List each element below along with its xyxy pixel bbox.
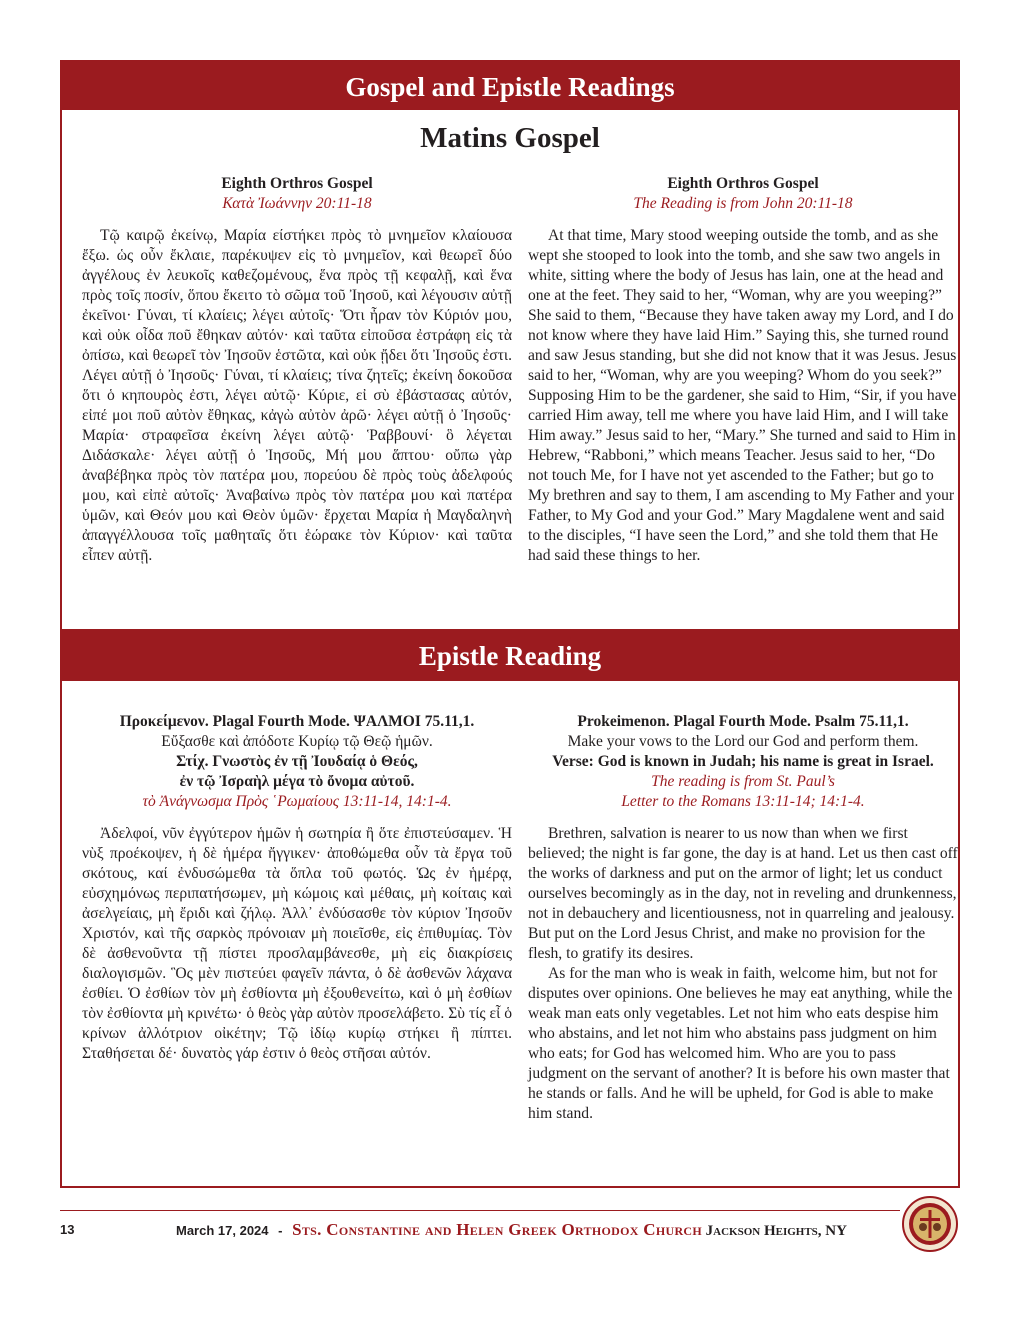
gospel-english-text bbox=[528, 226, 958, 566]
epistle-english-verse1: Make your vows to the Lord our God and perform them. bbox=[567, 733, 919, 750]
church-seal-icon bbox=[902, 1196, 958, 1252]
epistle-english-text bbox=[528, 824, 958, 1124]
footer-line bbox=[176, 1220, 847, 1240]
gospel-greek-reference: Κατὰ Ἰωάννην 20:11-18 bbox=[222, 195, 372, 212]
epistle-english-reference-1: The reading is from St. Paul’s bbox=[651, 773, 835, 790]
gospel-greek-paragraph: Τῷ καιρῷ ἐκείνῳ, Μαρία είστήκει πρὸς τὸ μνημεῖον κλαίουσα ἔξω. ὡς οὖν ἔκλαιε, παρέκυψεν εἰς τὸ μνημεῖον, καὶ θεωρεῖ δύο ἀγγέλους ἐν λευκοῖς καθεζομένους, ἕνα πρὸς τῇ κεφαλῇ, καὶ ἕνα πρὸς τοῖς ποσίν, ὅπου ἔκειτο τὸ σῶμα τοῦ Ἰησοῦ, καὶ λέγουσιν αὐτῇ ἐκεῖνοι· Γύναι, τί κλαίεις; λέγει αὐτοῖς· Ὅτι ἦραν τὸν Κύριόν μου, καὶ οὐκ οἶδα ποῦ ἔθηκαν αὐτόν· καὶ ταῦτα εἰποῦσα ἐστράφη εἰς τὰ ὀπίσω, καὶ θεωρεῖ τὸν Ἰησοῦν ἑστῶτα, καὶ οὐκ ᾔδει ὅτι Ἰησοῦς ἐστι. Λέγει αὐτῇ ὁ Ἰησοῦς· Γύναι, τί κλαίεις; τίνα ζητεῖς; ἐκείνη δοκοῦσα ὅτι ὁ κηπουρὸς ἐστι, λέγει αὐτῷ· Κύριε, εἰ σὺ ἐβάστασας αὐτόν, εἰπέ μοι ποῦ αὐτὸν ἔθηκας, κἀγὼ αὐτὸν ἀρῶ· λέγει αὐτῇ ὁ Ἰησοῦς· Μαρία· στραφεῖσα ἐκείνη λέγει αὐτῷ· Ῥαββουνί· ὃ λέγεται Διδάσκαλε· λέγει αὐτῇ ὁ Ἰησοῦς, Μή μου ἅπτου· οὔπω γὰρ ἀναβέβηκα πρὸς τὸν πατέρα μου, πορεύου δὲ πρὸς τοὺς ἀδελφούς μου, καὶ εἰπὲ αὐτοῖς· Ἀναβαίνω πρὸς τὸν πατέρα μου καὶ πατέρα ὑμῶν, καὶ Θεόν μου καὶ Θεὸν ὑμῶν· ἔρχεται Μαρία ἡ Μαγδαληνὴ ἀπαγγέλλουσα τοῖς μαθηταῖς ὅτι ἑώρακε τὸν Κύριον· καὶ ταῦτα εἶπεν αὐτῇ. bbox=[82, 227, 512, 564]
page-number: 13 bbox=[60, 1222, 75, 1237]
epistle-greek-reference: τὸ Ἀνάγνωσμα Πρὸς ῾Ρωμαίους 13:11-14, 14:1-4. bbox=[142, 793, 452, 810]
epistle-greek-text bbox=[82, 824, 512, 1064]
epistle-greek-stich-2: ἐν τῷ Ἰσραὴλ μέγα τὸ ὄνομα αὐτοῦ. bbox=[179, 773, 415, 790]
epistle-english-column bbox=[528, 712, 958, 1124]
gospel-english-paragraph: At that time, Mary stood weeping outside the tomb, and as she wept she stooped to look into the tomb, and she saw two angels in white, sitting where the body of Jesus has lain, one at the head and one at the feet. They said to her, “Woman, why are you weeping?” She said to them, “Because they have taken away my Lord, and I do not know where they have laid Him.” Saying this, she turned round and saw Jesus standing, but she did not know that it was Jesus. Jesus said to her, “Woman, why are you weeping? Whom do you seek?” Supposing Him to be the gardener, she said to Him, “Sir, if you have carried Him away, tell me where you have laid Him, and I will take Him away.” Jesus said to her, “Mary.” She turned and said to Him in Hebrew, “Rabboni,” which means Teacher. Jesus said to her, “Do not touch Me, for I have not yet ascended to the Father; but go to My brethren and say to them, I am ascending to My Father and your Father, to My God and your God.” Mary Magdalene went and said to the disciples, “I have seen the Lord,” and she told them that He had said these things to her. bbox=[528, 227, 957, 564]
gospel-english-column bbox=[528, 174, 958, 566]
gospel-greek-text bbox=[82, 226, 512, 566]
readings-frame bbox=[60, 60, 960, 1188]
footer-rule bbox=[60, 1210, 900, 1211]
footer-separator: - bbox=[278, 1223, 283, 1238]
epistle-greek-verse1: Εὔξασθε καὶ ἀπόδοτε Κυρίῳ τῷ Θεῷ ἡμῶν. bbox=[161, 733, 433, 750]
footer-place: Jackson Heights, NY bbox=[705, 1223, 847, 1239]
gospel-english-heading: Eighth Orthros Gospel bbox=[667, 175, 819, 192]
matins-gospel-title: Matins Gospel bbox=[420, 122, 600, 154]
gospel-greek-heading: Eighth Orthros Gospel bbox=[221, 175, 373, 192]
epistle-greek-prokeimenon: Προκείμενον. Plagal Fourth Mode. ΨΑΛΜΟΙ 75.11,1. bbox=[119, 713, 475, 730]
epistle-english-paragraph-2: As for the man who is weak in faith, welcome him, but not for disputes over opinions. One believes he may eat anything, while the weak man eats only vegetables. Let not him who eats despise him who abstains, and let not him who abstains pass judgment on him who eats; for God has welcomed him. Who are you to pass judgment on the servant of another? It is before his own master that he stands or falls. And he will be upheld, for God is able to make him stand. bbox=[528, 965, 953, 1122]
epistle-greek-stich: Στίχ. Γνωστὸς ἐν τῇ Ἰουδαίᾳ ὁ Θεός, bbox=[176, 753, 418, 770]
footer-church-name: Sts. Constantine and Helen Greek Orthodox Church bbox=[292, 1220, 703, 1239]
epistle-english-verse2: Verse: God is known in Judah; his name is great in Israel. bbox=[552, 753, 934, 770]
epistle-greek-column bbox=[82, 712, 512, 1064]
gospel-english-reference: The Reading is from John 20:11-18 bbox=[633, 195, 853, 212]
footer-date: March 17, 2024 bbox=[176, 1223, 269, 1238]
epistle-english-reference-2: Letter to the Romans 13:11-14; 14:1-4. bbox=[621, 793, 865, 810]
section-banner-gospel-epistle: Gospel and Epistle Readings bbox=[62, 62, 958, 110]
epistle-english-paragraph-1: Brethren, salvation is nearer to us now than when we first believed; the night is far gone, the day is at hand. Let us then cast off the works of darkness and put on the armor of light; let us conduct ourselves becomingly as in the day, not in reveling and drunkenness, not in debauchery and licentiousness, not in quarreling and jealousy. But put on the Lord Jesus Christ, and make no provision for the flesh, to gratify its desires. bbox=[528, 825, 958, 962]
epistle-greek-paragraph: Ἀδελφοί, νῦν ἐγγύτερον ἡμῶν ἡ σωτηρία ἢ ὅτε ἐπιστεύσαμεν. Ἡ νὺξ προέκοψεν, ἡ δὲ ἡμέρα ἤγγικεν· ἀποθώμεθα οὖν τὰ ἔργα τοῦ σκότους, καί ἐνδυσώμεθα τὰ ὅπλα τοῦ φωτός. Ὡς ἐν ἡμέρᾳ, εὐσχημόνως περιπατήσωμεν, μὴ κώμοις καὶ μέθαις, μὴ κοίταις καὶ ἀσελγείαις, μὴ ἔριδι καὶ ζήλῳ. Ἀλλ᾽ ἐνδύσασθε τὸν κύριον Ἰησοῦν Χριστόν, καὶ τῆς σαρκὸς πρόνοιαν μὴ ποιεῖσθε, εἰς ἐπιθυμίας. Τὸν δὲ ἀσθενοῦντα τῇ πίστει προσλαμβάνεσθε, μὴ εἰς διακρίσεις διαλογισμῶν. Ὃς μὲν πιστεύει φαγεῖν πάντα, ὁ δὲ ἀσθενῶν λάχανα ἐσθίει. Ὁ ἐσθίων τὸν μὴ ἐσθίοντα μὴ ἐξουθενείτω, καὶ ὁ μὴ ἐσθίων τὸν ἐσθίοντα μὴ κρινέτω· ὁ θεὸς γὰρ αὐτὸν προσελάβετο. Σὺ τίς εἶ ὁ κρίνων ἀλλότριον οἰκέτην; Τῷ ἰδίῳ κυρίῳ στήκει ἢ πίπτει. Σταθήσεται δέ· δυνατὸς γάρ ἐστιν ὁ θεὸς στῆσαι αὐτόν. bbox=[82, 825, 512, 1062]
epistle-english-prokeimenon: Prokeimenon. Plagal Fourth Mode. Psalm 75.11,1. bbox=[577, 713, 909, 730]
section-banner-epistle: Epistle Reading bbox=[62, 629, 958, 681]
gospel-greek-column bbox=[82, 174, 512, 566]
